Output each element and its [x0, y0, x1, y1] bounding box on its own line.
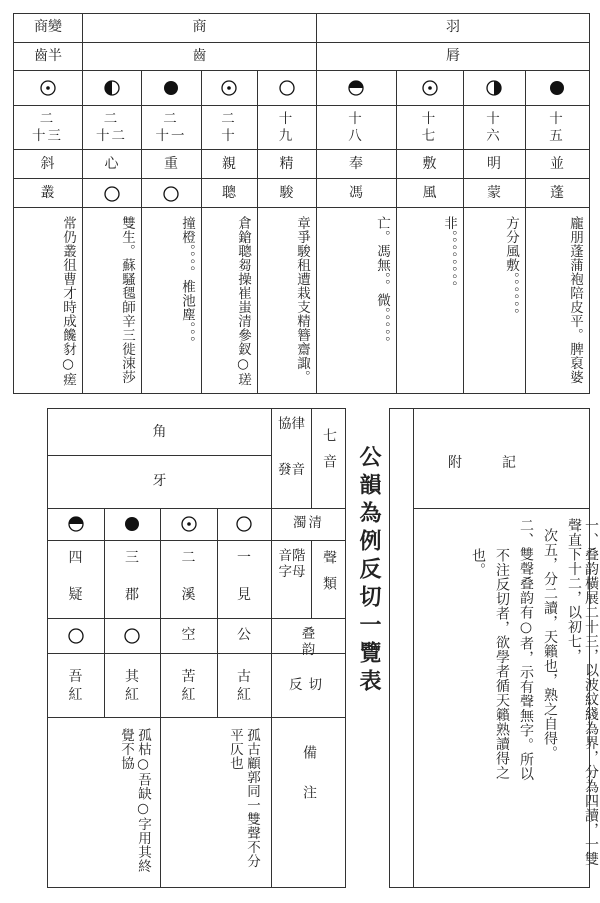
example-chars: 非。。。。。。。。	[441, 216, 457, 295]
category-char: 公	[237, 627, 251, 643]
initial-char: 心	[104, 156, 119, 172]
category-char	[82, 186, 141, 205]
column-number: 一	[237, 550, 251, 566]
group-jiao: 角	[152, 424, 167, 440]
fan-qie-label: 反切	[289, 677, 328, 693]
fanqie-chars: 苦 紅	[181, 669, 196, 703]
die-yun-label: 叠韵	[301, 626, 316, 658]
example-chars: 雙生。蘇騷毸師辛三徙涑莎	[119, 216, 135, 384]
column-number: 二 十三	[32, 111, 63, 144]
table-title: 公韻為例反切一覽表	[356, 445, 381, 697]
category-char	[141, 186, 201, 205]
initial-char: 溪	[181, 587, 196, 603]
column-number: 二 十一	[155, 111, 187, 144]
initial-char: 並	[550, 156, 564, 172]
open-symbol	[279, 80, 295, 96]
fa-yin-label: 發音	[278, 462, 305, 478]
example-chars: 章爭駿租遭栽支精簪齋諏。	[294, 216, 310, 384]
row2-label: 齒半	[34, 48, 62, 64]
column-number: 十 五	[549, 111, 565, 144]
group-yu: 羽	[446, 19, 460, 35]
category-char: 駿	[279, 185, 294, 201]
column-number: 十 六	[486, 111, 502, 144]
half-top-symbol	[68, 516, 84, 532]
bei-zhu-label: 備注	[301, 745, 317, 825]
xie-lu-label: 協律	[278, 416, 305, 432]
initial-char: 親	[222, 156, 236, 172]
half-left-symbol	[104, 80, 120, 96]
example-chars: 亡。馮無。。微。。。。。	[374, 216, 390, 351]
qi-yin-label: 七音	[321, 428, 337, 480]
bullseye-symbol	[181, 516, 197, 532]
column-number: 十 八	[348, 111, 364, 144]
group-chi: 齒	[192, 48, 207, 64]
column-number: 十 九	[278, 111, 295, 144]
category-char	[47, 628, 104, 647]
filled-symbol	[549, 80, 565, 96]
appendix-line: 二、雙聲叠韵有○者，示有聲無字。所以	[518, 518, 534, 781]
initial-char: 精	[279, 156, 294, 172]
note-left: 孤枯○吾缺○字用其終覺不協	[118, 728, 151, 873]
appendix-line: 也。	[470, 548, 486, 577]
open-symbol	[236, 516, 252, 532]
fanqie-chars: 吾 紅	[68, 669, 83, 703]
appendix-line: 不注反切者，欲學者循天籟熟讀得之	[494, 548, 510, 780]
category-char: 蓬	[550, 185, 564, 201]
category-char	[104, 628, 160, 647]
filled-symbol	[124, 516, 140, 532]
category-char: 馮	[349, 185, 363, 201]
column-number: 二 十二	[96, 111, 127, 144]
half-right-symbol	[486, 80, 502, 96]
group-ya: 牙	[152, 473, 167, 489]
example-chars: 常仍叢徂曹才時成饞豺○瘥	[60, 216, 76, 387]
initial-char: 疑	[68, 587, 83, 603]
appendix-line: 一、叠韵橫展二十三，以波紋綫為界，分為四讀，一雙聲直下十二，以初七，	[566, 518, 599, 866]
half-top-symbol	[348, 80, 364, 96]
example-chars: 撞橙。。。。椎池塵。。。	[179, 216, 195, 351]
appendix-line: 次五，分二讀，天籟也，熟之自得。	[542, 528, 558, 760]
initial-char: 明	[487, 156, 501, 172]
example-chars: 龐朋蓬蒲袍陪皮平。脾裒婆	[567, 216, 583, 384]
fanqie-chars: 古 紅	[237, 669, 251, 703]
bullseye-symbol	[221, 80, 237, 96]
yin-jie-zi-mu-label: 音階字母	[278, 548, 306, 580]
note-right: 孤古顧郭同一雙聲不分平仄也	[227, 728, 260, 868]
group-chun: 脣	[446, 48, 460, 64]
fanqie-chars: 其 紅	[125, 669, 139, 703]
zhuo-qing-label: 濁清	[293, 515, 324, 531]
category-char: 聰	[222, 185, 236, 201]
initial-char: 見	[237, 587, 251, 603]
appendix-title: 附記	[448, 455, 556, 471]
bullseye-symbol	[40, 80, 56, 96]
row1-label: 商變	[34, 19, 62, 35]
bullseye-symbol	[422, 80, 438, 96]
category-char: 空	[181, 627, 196, 643]
example-chars: 倉鎗聰芻操崔蚩清參釵○瑳	[235, 216, 251, 387]
category-char: 叢	[40, 185, 55, 201]
column-number: 二	[181, 550, 196, 566]
initial-char: 郡	[125, 587, 139, 603]
column-number: 四	[68, 550, 83, 566]
initial-char: 敷	[422, 156, 437, 172]
filled-symbol	[163, 80, 179, 96]
column-number: 二 十	[221, 111, 237, 144]
category-char: 風	[422, 185, 437, 201]
column-number: 十 七	[421, 111, 438, 144]
column-number: 三	[125, 550, 139, 566]
category-char: 蒙	[487, 185, 501, 201]
sheng-lei-label: 聲類	[321, 550, 337, 602]
group-shang: 商	[192, 19, 207, 35]
initial-char: 重	[164, 156, 178, 172]
example-chars: 方分風敷。。。。。。	[503, 216, 519, 323]
initial-char: 斜	[40, 156, 55, 172]
initial-char: 奉	[349, 156, 363, 172]
